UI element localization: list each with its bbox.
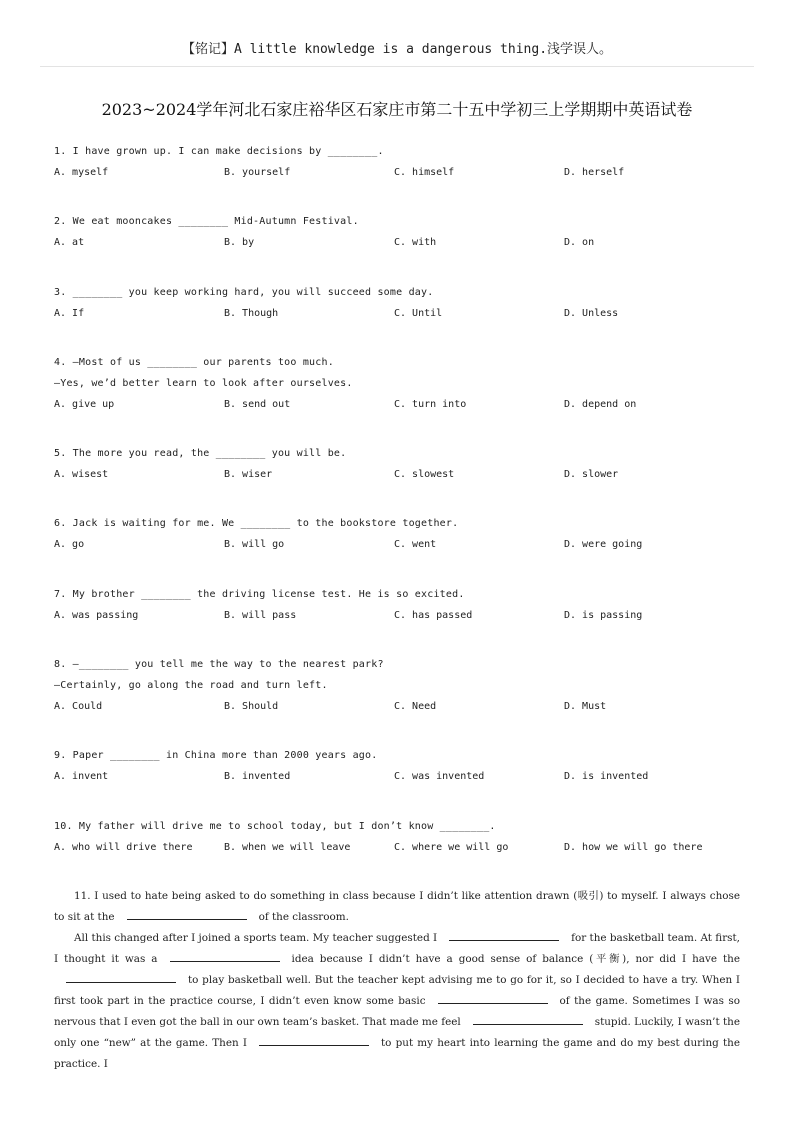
option-b: B. Should	[224, 701, 279, 713]
question-stem: 8. —________ you tell me the way to the nearest park?	[54, 659, 384, 671]
option-d: D. is invented	[564, 771, 649, 783]
answer-blank	[473, 1012, 583, 1025]
option-a: A. was passing	[54, 609, 139, 621]
question-list	[54, 141, 744, 886]
option-b: B. send out	[224, 398, 291, 410]
passage-text: to put my heart into learning the game and do my best during the practice. I	[54, 1037, 740, 1070]
answer-options	[54, 605, 744, 626]
option-d: D. Unless	[564, 307, 619, 319]
option-a: A. myself	[54, 167, 109, 178]
passage-text: All this changed after I joined a sports team. My teacher suggested I	[74, 932, 438, 944]
question-stem: 4. —Most of us ________ our parents too much.	[54, 356, 334, 368]
option-a: A. at	[54, 237, 85, 249]
question-stem-reply: —Certainly, go along the road and turn left.	[54, 680, 328, 692]
option-d: D. herself	[564, 167, 625, 178]
passage-paragraph-2	[54, 928, 740, 1075]
exam-title: 2023~2024学年河北石家庄裕华区石家庄市第二十五中学初三上学期期中英语试卷	[101, 100, 693, 119]
option-c: C. has passed	[394, 609, 473, 621]
answer-blank	[259, 1033, 369, 1046]
question-4	[54, 352, 744, 443]
option-b: B. will go	[224, 539, 285, 551]
question-stem: 2. We eat mooncakes ________ Mid-Autumn Festival.	[54, 216, 359, 228]
answer-blank	[449, 928, 559, 941]
question-8	[54, 654, 744, 745]
question-5	[54, 443, 744, 513]
answer-options	[54, 696, 744, 717]
answer-blank	[438, 991, 548, 1004]
question-stem: 6. Jack is waiting for me. We ________ to the bookstore together.	[54, 518, 459, 530]
answer-options	[54, 766, 744, 787]
question-7	[54, 584, 744, 654]
question-stem: 1. I have grown up. I can make decisions by ________.	[54, 146, 384, 157]
option-a: A. go	[54, 539, 85, 551]
option-d: D. how we will go there	[564, 841, 703, 853]
question-stem: 10. My father will drive me to school today, but I don’t know ________.	[54, 820, 496, 832]
option-c: C. Need	[394, 701, 437, 713]
answer-options	[54, 162, 744, 183]
option-b: B. will pass	[224, 609, 297, 621]
answer-options	[54, 303, 744, 324]
option-d: D. depend on	[564, 398, 637, 410]
question-stem: 5. The more you read, the ________ you will be.	[54, 448, 347, 460]
question-stem-reply: —Yes, we’d better learn to look after ourselves.	[54, 377, 353, 389]
option-a: A. If	[54, 307, 85, 319]
option-b: B. wiser	[224, 469, 273, 481]
passage-text: of the game. Sometimes I was so nervous that I even got the ball in our own team’s basket. That made me feel	[54, 995, 740, 1028]
option-a: A. Could	[54, 701, 103, 713]
question-2	[54, 211, 744, 281]
option-a: A. wisest	[54, 469, 109, 481]
option-a: A. give up	[54, 398, 115, 410]
option-b: B. Though	[224, 307, 279, 319]
question-stem: 3. ________ you keep working hard, you will succeed some day.	[54, 286, 434, 298]
question-6	[54, 513, 744, 583]
question-1	[54, 141, 744, 211]
answer-blank	[66, 970, 176, 983]
option-d: D. Must	[564, 701, 607, 713]
question-stem: 7. My brother ________ the driving license test. He is so excited.	[54, 588, 465, 600]
cloze-passage	[54, 886, 740, 1075]
question-stem: 9. Paper ________ in China more than 2000 years ago.	[54, 750, 378, 762]
question-9	[54, 745, 744, 815]
answer-options	[54, 534, 744, 555]
answer-options	[54, 464, 744, 485]
option-c: C. was invented	[394, 771, 485, 783]
option-c: C. himself	[394, 167, 455, 178]
option-c: C. slowest	[394, 469, 455, 481]
question-3	[54, 282, 744, 352]
answer-blank	[127, 907, 247, 920]
passage-text: stupid. Luckily, I wasn’t the only one “new” at the game. Then I	[54, 1016, 740, 1049]
question-10	[54, 816, 744, 886]
option-c: C. turn into	[394, 398, 467, 410]
passage-text: idea because I didn’t have a good sense of balance (平衡), nor did I have the	[291, 953, 740, 965]
option-b: B. yourself	[224, 167, 291, 178]
option-d: D. is passing	[564, 609, 643, 621]
option-c: C. went	[394, 539, 437, 551]
motto-header: 【铭记】A little knowledge is a dangerous thing.浅学误人。	[181, 42, 613, 57]
option-d: D. slower	[564, 469, 619, 481]
header-divider	[40, 66, 754, 67]
option-a: A. invent	[54, 771, 109, 783]
answer-blank	[170, 949, 280, 962]
option-c: C. Until	[394, 307, 443, 319]
answer-options	[54, 232, 744, 253]
option-b: B. invented	[224, 771, 291, 783]
answer-options	[54, 394, 744, 415]
option-d: D. were going	[564, 539, 643, 551]
option-a: A. who will drive there	[54, 841, 193, 853]
option-c: C. where we will go	[394, 841, 509, 853]
option-b: B. when we will leave	[224, 841, 351, 853]
option-b: B. by	[224, 237, 255, 249]
option-c: C. with	[394, 237, 437, 249]
passage-text: 11. I used to hate being asked to do something in class because I didn’t like attention drawn (吸引) to myself. I always chose to sit at the	[54, 890, 740, 923]
answer-options	[54, 837, 744, 858]
passage-text: for the basketball team. At first, I thought it was a	[54, 932, 740, 965]
passage-paragraph-1	[54, 886, 740, 928]
passage-text: to play basketball well. But the teacher kept advising me to go for it, so I decided to have a try. When I first took part in the practice course, I didn’t even know some basic	[54, 974, 740, 1007]
option-d: D. on	[564, 237, 595, 249]
passage-text: of the classroom.	[258, 911, 349, 923]
